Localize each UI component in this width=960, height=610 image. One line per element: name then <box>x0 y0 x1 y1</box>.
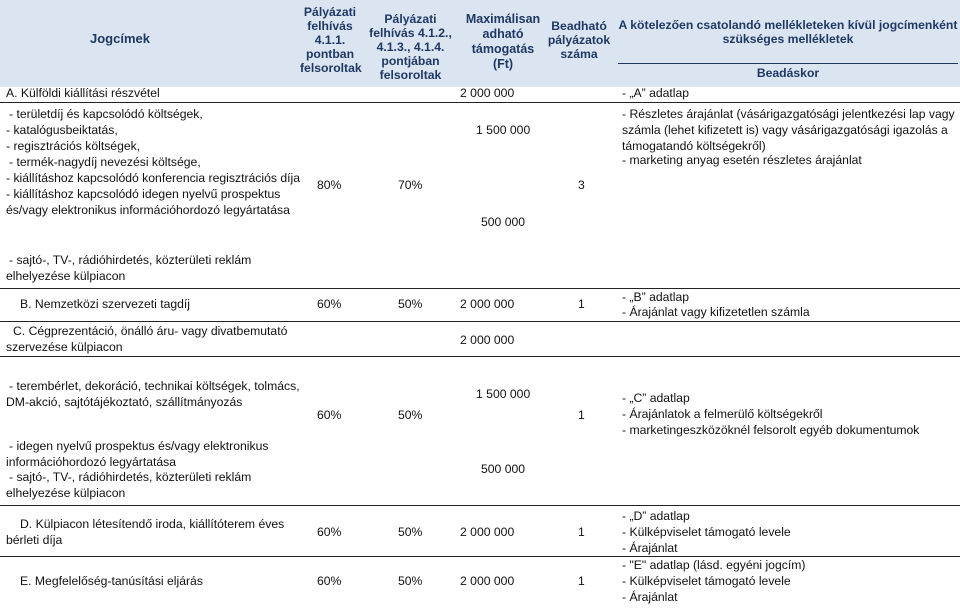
section-b-attach: - Árajánlat vagy kifizetetlen számla <box>622 305 810 319</box>
row-divider <box>0 288 960 289</box>
section-d-pct2: 50% <box>398 525 423 539</box>
section-b-pct2: 50% <box>398 297 423 311</box>
section-a-pct2: 70% <box>398 178 423 192</box>
section-b-attach: - „B” adatlap <box>622 290 690 304</box>
section-a-item: és/vagy elektronikus információhordozó legyártatása <box>6 203 290 217</box>
section-b-title: B. Nemzetközi szervezeti tagdíj <box>20 297 191 311</box>
section-d-title-l2: bérleti díja <box>6 533 63 547</box>
header-divider <box>618 63 958 64</box>
section-d-max: 2 000 000 <box>460 525 515 539</box>
section-e-pct1: 60% <box>317 574 342 588</box>
section-a-count: 3 <box>578 178 585 192</box>
section-a-item: - területdíj és kapcsolódó költségek, <box>9 107 203 121</box>
section-e-attach: - Külképviselet támogató levele <box>622 574 791 588</box>
section-c-item: - terembérlet, dekoráció, technikai költségek, tolmács, <box>9 379 300 393</box>
section-e-attach: - "E" adatlap (lásd. egyéni jogcím) <box>622 558 806 572</box>
section-a-max2: 500 000 <box>481 215 526 229</box>
section-a-attach2: számla (lehet kifizetett is) vagy vásárigazgatósági igazolás a <box>622 123 948 137</box>
section-b-pct1: 60% <box>317 297 342 311</box>
header-attachments: A kötelezően csatolandó mellékleteken kívül jogcímenként szükséges mellékletek <box>618 18 958 46</box>
section-a-title: A. Külföldi kiállítási részvétel <box>6 86 160 100</box>
header-count: Beadható pályázatok száma <box>547 19 611 61</box>
section-c-item2: információhordozó legyártatása <box>6 455 177 469</box>
section-c-item2: - sajtó-, TV-, rádióhirdetés, közterületi reklám <box>9 470 252 484</box>
section-e-pct2: 50% <box>398 574 423 588</box>
section-c-item: DM-akció, sajtótájékoztató, szállítmányozás <box>6 395 243 409</box>
section-b-count: 1 <box>578 297 585 311</box>
section-a-item: - kiállításhoz kapcsolódó konferencia regisztrációs díja <box>6 171 300 185</box>
section-b-max: 2 000 000 <box>460 297 515 311</box>
section-a-pct1: 80% <box>317 178 342 192</box>
section-a-item: - katalógusbeiktatás, <box>6 123 118 137</box>
section-c-pct2: 50% <box>398 408 423 422</box>
section-d-attach: - „D” adatlap <box>622 509 690 523</box>
section-c-max2: 500 000 <box>481 462 526 476</box>
section-d-attach: - Árajánlat <box>622 541 678 555</box>
row-divider <box>0 321 960 322</box>
header-411: Pályázati felhívás 4.1.1. pontban felsoroltak <box>300 5 362 75</box>
row-divider <box>0 505 960 506</box>
section-a-attach: - „A” adatlap <box>622 86 690 100</box>
section-d-title: D. Külpiacon létesítendő iroda, kiállítóterem éves <box>20 517 285 531</box>
section-c-attach: - Árajánlatok a felmerülő költségekről <box>622 407 823 421</box>
section-e-attach: - Árajánlat <box>622 590 678 604</box>
section-c-item2: elhelyezése külpiacon <box>6 486 126 500</box>
row-divider <box>0 556 960 557</box>
section-c-count: 1 <box>578 408 585 422</box>
section-a-item2: - sajtó-, TV-, rádióhirdetés, közterületi reklám <box>9 253 252 267</box>
section-a-item: - termék-nagydíj nevezési költsége, <box>9 155 201 169</box>
section-c-max: 2 000 000 <box>460 333 515 347</box>
row-divider <box>0 356 960 357</box>
section-c-attach: - „C” adatlap <box>622 391 690 405</box>
row-divider <box>0 102 960 103</box>
section-a-item: - kiállításhoz kapcsolódó idegen nyelvű prospektus <box>6 187 281 201</box>
section-e-max: 2 000 000 <box>460 574 515 588</box>
header-max-support: Maximálisan adható támogatás (Ft) <box>465 12 541 71</box>
section-c-item2: - idegen nyelvű prospektus és/vagy elektronikus <box>9 439 269 453</box>
header-jogcimek: Jogcímek <box>90 31 150 46</box>
section-c-max1: 1 500 000 <box>476 387 531 401</box>
header-beadaskor: Beadáskor <box>756 66 820 80</box>
section-d-attach: - Külképviselet támogató levele <box>622 525 791 539</box>
section-a-item: - regisztrációs költségek, <box>6 139 141 153</box>
section-c-title: C. Cégprezentáció, önálló áru- vagy divatbemutató <box>13 324 288 338</box>
section-c-pct1: 60% <box>317 408 342 422</box>
section-e-count: 1 <box>578 574 585 588</box>
section-a-attach2: támogatandó költségekről) <box>622 139 766 153</box>
header-412-414: Pályázati felhívás 4.1.2., 4.1.3., 4.1.4. pontjában felsoroltak <box>369 12 452 82</box>
section-a-attach2: - marketing anyag esetén részletes árajánlat <box>622 153 862 167</box>
section-a-attach2: - Részletes árajánlat (vásárigazgatósági jelentkezési lap vagy <box>622 107 955 121</box>
section-a-max: 2 000 000 <box>460 86 515 100</box>
section-c-attach: - marketingeszközöknél felsorolt egyéb dokumentumok <box>622 423 920 437</box>
section-a-item2: elhelyezése külpiacon <box>6 269 126 283</box>
section-a-max1: 1 500 000 <box>476 123 531 137</box>
section-e-title: E. Megfelelőség-tanúsítási eljárás <box>20 574 203 588</box>
section-c-title-l2: szervezése külpiacon <box>6 340 123 354</box>
section-d-count: 1 <box>578 525 585 539</box>
section-d-pct1: 60% <box>317 525 342 539</box>
